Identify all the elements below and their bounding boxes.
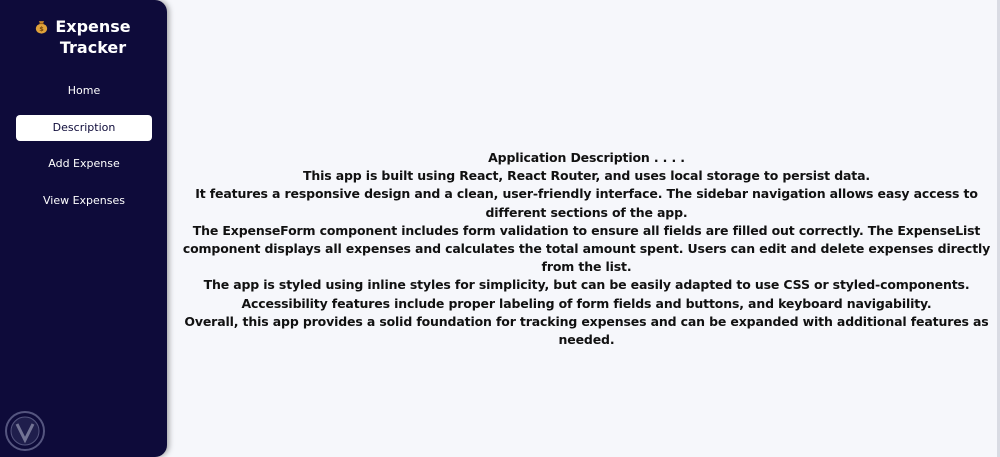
sidebar-item-view-expenses[interactable]: View Expenses — [42, 193, 125, 207]
main-content — [167, 0, 1000, 457]
sidebar-nav — [16, 78, 152, 224]
watermark-logo — [4, 410, 46, 452]
sidebar — [0, 0, 167, 457]
description-line: This app is built using React, React Router, and uses local storage to persist data. — [302, 168, 871, 184]
sidebar-item-add-expense[interactable]: Add Expense — [48, 157, 120, 170]
description-line: The ExpenseForm component includes form validation to ensure all fields are filled out correctly. The ExpenseList component displays all expenses and calculates the total amount spent. Users can edit and delete expenses directly from the list. — [182, 222, 991, 275]
svg-text:$: $ — [39, 25, 44, 34]
money-bag-icon — [34, 19, 49, 34]
description-title: Application Description . . . . — [488, 150, 685, 165]
description-line: It features a responsive design and a clean, user-friendly interface. The sidebar navigation allows easy access to different sections of the app. — [195, 186, 978, 220]
brand-title: Expense Tracker — [55, 17, 131, 57]
description-panel — [179, 149, 994, 349]
description-line: The app is styled using inline styles for simplicity, but can be easily adapted to use CSS or styled-components. Accessibility features include proper labeling of form fields and buttons, and keyboard navigability. — [203, 277, 970, 311]
sidebar-item-description[interactable]: Description — [16, 115, 152, 141]
sidebar-item-home[interactable]: Home — [67, 84, 101, 97]
description-line: Overall, this app provides a solid foundation for tracking expenses and can be expanded with additional features as needed. — [184, 313, 989, 348]
brand — [0, 16, 167, 58]
